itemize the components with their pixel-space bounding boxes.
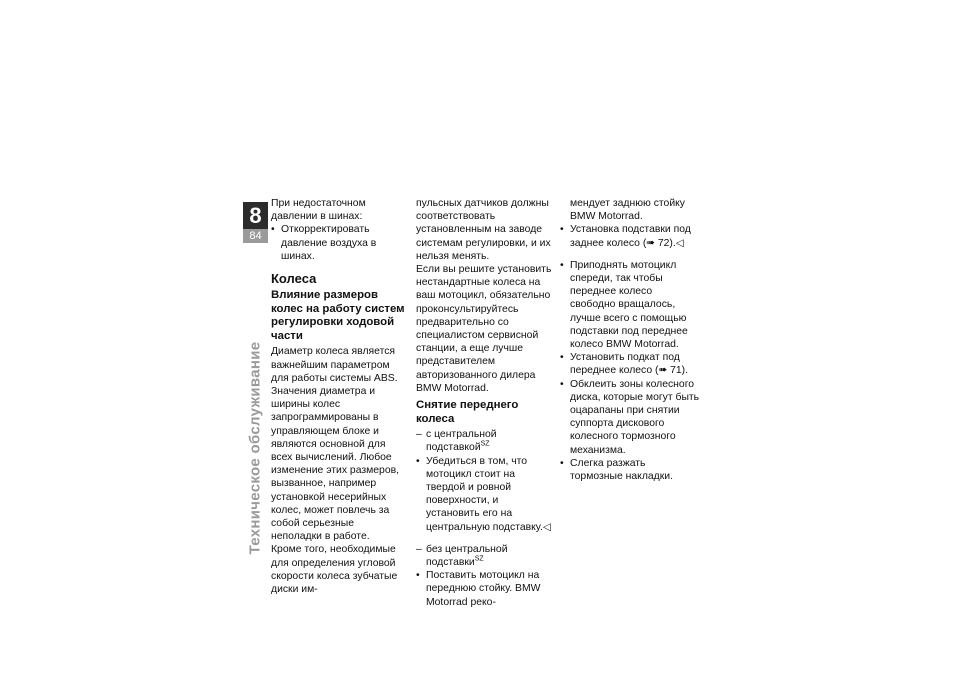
chapter-sidebar — [243, 202, 268, 652]
bullet-item: • Обклеить зоны колесного диска, которые могут быть оцарапаны при снятии суппорта дискового колесного тормозного механизма. — [560, 378, 700, 457]
chapter-number: 8 — [243, 202, 268, 229]
sz-option-mark: SZ — [474, 555, 484, 563]
paragraph: Если вы решите установить нестандартные колеса на ваш мотоцикл, обязательно проконсультируйтесь предварительно со специалистом сервисной станции, а еще лучше представителем авторизованного дилера BMW Motorrad. — [416, 264, 552, 394]
bullet-item: • Поставить мотоцикл на переднюю стойку. BMW Motorrad реко- — [416, 569, 554, 609]
condition-item — [416, 428, 554, 454]
text-column-2 — [416, 197, 554, 609]
section-heading-wheels: Колеса — [271, 271, 317, 287]
paragraph: мендует заднюю стойку BMW Motorrad. — [570, 198, 685, 223]
bullet-item: • Установить подкат под переднее колесо (➠ 71). — [560, 351, 700, 377]
paragraph: пульсных датчиков должны соответствовать установленным на заводе системам регулировки, и их нельзя менять. — [416, 198, 551, 262]
subsection-heading-influence: Влияние размеров колес на работу систем регулировки ходовой части — [271, 289, 405, 342]
condition-text: с центральной подставкой — [426, 429, 497, 454]
subsection-heading-removal: Снятие переднего колеса — [416, 399, 519, 425]
condition-text: без центральной подставки — [426, 543, 508, 569]
bullet-item: • Установка подставки под заднее колесо (➠ 72).◁ — [560, 223, 700, 249]
intro-text: При недостаточном давлении в шинах: — [271, 198, 366, 223]
text-column-3 — [560, 197, 700, 483]
text-column-1 — [271, 197, 405, 596]
paragraph: Кроме того, необходимые для определения угловой скорости колеса зубчатые диски им- — [271, 544, 398, 596]
bullet-item: • Откорректировать давление воздуха в шинах. — [271, 223, 405, 263]
bullet-item: • Убедиться в том, что мотоцикл стоит на твердой и ровной поверхности, и установить его на центральную подставку.◁ — [416, 455, 554, 534]
sz-option-mark: SZ — [480, 440, 490, 448]
bullet-item: • Слегка разжать тормозные накладки. — [560, 457, 700, 483]
condition-item — [416, 543, 554, 569]
paragraph: Диаметр колеса является важнейшим параметром для работы системы ABS. Значения диаметра и ширины колес запрограммированы в управляющем блоке и являются основной для всех вычислений. Любое изменение этих размеров, вызванное, например установкой несерийных колес, может повлечь за собой серьезные неполадки в работе. — [271, 346, 400, 543]
bullet-item: • Приподнять мотоцикл спереди, так чтобы переднее колесо свободно вращалось, лучше всего с помощью подставки под переднее колесо BMW Motorrad. — [560, 259, 700, 351]
chapter-title: Техническое обслуживание — [246, 341, 264, 555]
page-number: 84 — [243, 229, 268, 243]
